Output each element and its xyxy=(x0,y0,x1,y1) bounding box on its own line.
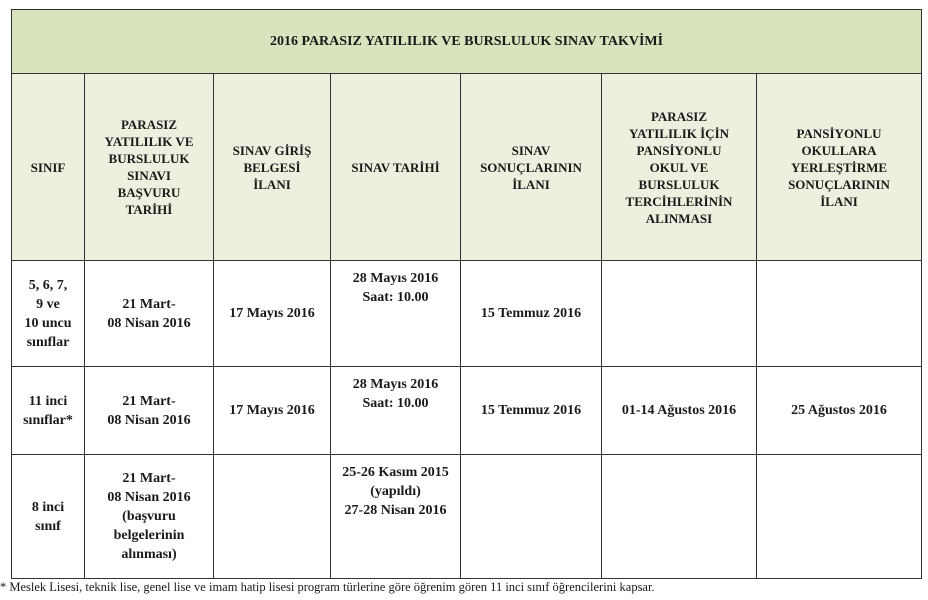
header-tercihler: PARASIZ YATILILIK İÇİN PANSİYONLU OKUL VE BURSLULUK TERCİHLERİNİN ALINMASI xyxy=(602,74,757,261)
header-sinif: SINIF xyxy=(12,74,85,261)
cell-sonuc xyxy=(461,455,602,579)
cell-sinif: 5, 6, 7, 9 ve 10 uncu sınıflar xyxy=(12,261,85,367)
table-row xyxy=(12,261,922,367)
cell-sinif: 8 inci sınıf xyxy=(12,455,85,579)
cell-sinav: 25-26 Kasım 2015 (yapıldı) 27-28 Nisan 2016 xyxy=(331,455,461,579)
table-row xyxy=(12,455,922,579)
cell-giris: 17 Mayıs 2016 xyxy=(214,367,331,455)
cell-yerlestirme xyxy=(757,455,922,579)
cell-basvuru: 21 Mart- 08 Nisan 2016 (başvuru belgelerinin alınması) xyxy=(85,455,214,579)
cell-basvuru: 21 Mart- 08 Nisan 2016 xyxy=(85,367,214,455)
cell-sinav: 28 Mayıs 2016 Saat: 10.00 xyxy=(331,367,461,455)
cell-sinif: 11 inci sınıflar* xyxy=(12,367,85,455)
header-sinav-tarihi: SINAV TARİHİ xyxy=(331,74,461,261)
footnote: * Meslek Lisesi, teknik lise, genel lise ve imam hatip lisesi program türlerine göre öğrenim gören 11 inci sınıf öğrencilerini kapsar. xyxy=(0,580,655,594)
cell-tercih xyxy=(602,261,757,367)
header-yerlestirme-sonuclari: PANSİYONLU OKULLARA YERLEŞTİRME SONUÇLARININ İLANI xyxy=(757,74,922,261)
header-basvuru-tarihi: PARASIZ YATILILIK VE BURSLULUK SINAVI BAŞVURU TARİHİ xyxy=(85,74,214,261)
cell-tercih: 01-14 Ağustos 2016 xyxy=(602,367,757,455)
cell-basvuru: 21 Mart- 08 Nisan 2016 xyxy=(85,261,214,367)
cell-sinav: 28 Mayıs 2016 Saat: 10.00 xyxy=(331,261,461,367)
cell-giris xyxy=(214,455,331,579)
table-row xyxy=(12,367,922,455)
cell-sonuc: 15 Temmuz 2016 xyxy=(461,261,602,367)
cell-sonuc: 15 Temmuz 2016 xyxy=(461,367,602,455)
header-sinav-giris-belgesi: SINAV GİRİŞ BELGESİ İLANI xyxy=(214,74,331,261)
cell-yerlestirme xyxy=(757,261,922,367)
cell-giris: 17 Mayıs 2016 xyxy=(214,261,331,367)
cell-yerlestirme: 25 Ağustos 2016 xyxy=(757,367,922,455)
exam-calendar-table xyxy=(11,9,922,579)
header-sinav-sonuclari: SINAV SONUÇLARININ İLANI xyxy=(461,74,602,261)
cell-tercih xyxy=(602,455,757,579)
table-title: 2016 PARASIZ YATILILIK VE BURSLULUK SINAV TAKVİMİ xyxy=(12,10,922,74)
